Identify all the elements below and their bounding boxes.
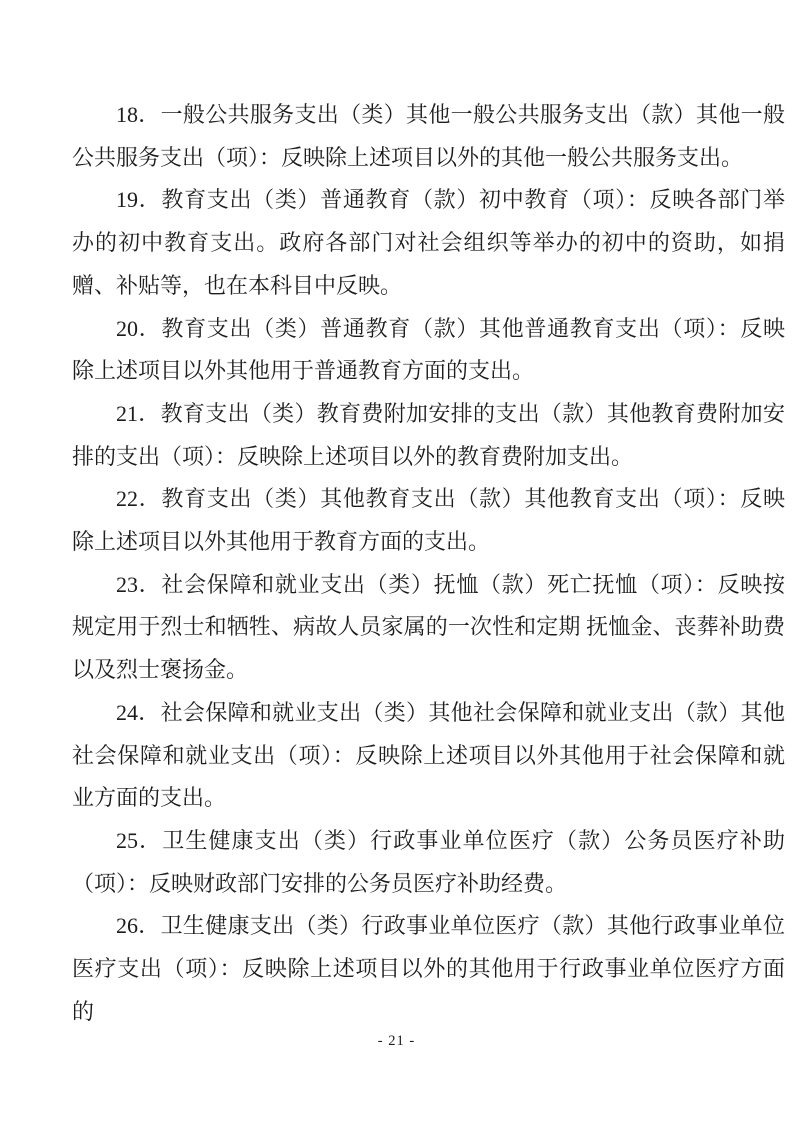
page-number: - 21 - — [377, 1033, 416, 1049]
paragraph-25: 25．卫生健康支出（类）行政事业单位医疗（款）公务员医疗补助（项）：反映财政部门安排的公务员医疗补助经费。 — [72, 827, 785, 896]
paragraph-24: 24．社会保障和就业支出（类）其他社会保障和就业支出（款）其他社会保障和就业支出（项）：反映除上述项目以外其他用于社会保障和就业方面的支出。 — [72, 699, 785, 811]
paragraph-19: 19．教育支出（类）普通教育（款）初中教育（项）：反映各部门举办的初中教育支出。政府各部门对社会组织等举办的初中的资助，如捐赠、补贴等，也在本科目中反映。 — [72, 187, 785, 298]
paragraph-26: 26．卫生健康支出（类）行政事业单位医疗（款）其他行政事业单位医疗支出（项）：反映除上述项目以外的其他用于行政事业单位医疗方面的 — [72, 913, 785, 1024]
paragraph-21: 21．教育支出（类）教育费附加安排的支出（款）其他教育费附加安排的支出（项）：反映除上述项目以外的教育费附加支出。 — [72, 400, 785, 469]
paragraph-20: 20．教育支出（类）普通教育（款）其他普通教育支出（项）：反映除上述项目以外其他用于普通教育方面的支出。 — [72, 315, 785, 384]
paragraph-18: 18．一般公共服务支出（类）其他一般公共服务支出（款）其他一般公共服务支出（项）：反映除上述项目以外的其他一般公共服务支出。 — [72, 102, 785, 170]
document-body — [72, 94, 785, 1033]
paragraph-23: 23．社会保障和就业支出（类）抚恤（款）死亡抚恤（项）：反映按规定用于烈士和牺牲、病故人员家属的一次性和定期 抚恤金、丧葬补助费以及烈士褒扬金。 — [72, 571, 785, 683]
paragraph-22: 22．教育支出（类）其他教育支出（款）其他教育支出（项）：反映除上述项目以外其他用于教育方面的支出。 — [72, 486, 785, 555]
